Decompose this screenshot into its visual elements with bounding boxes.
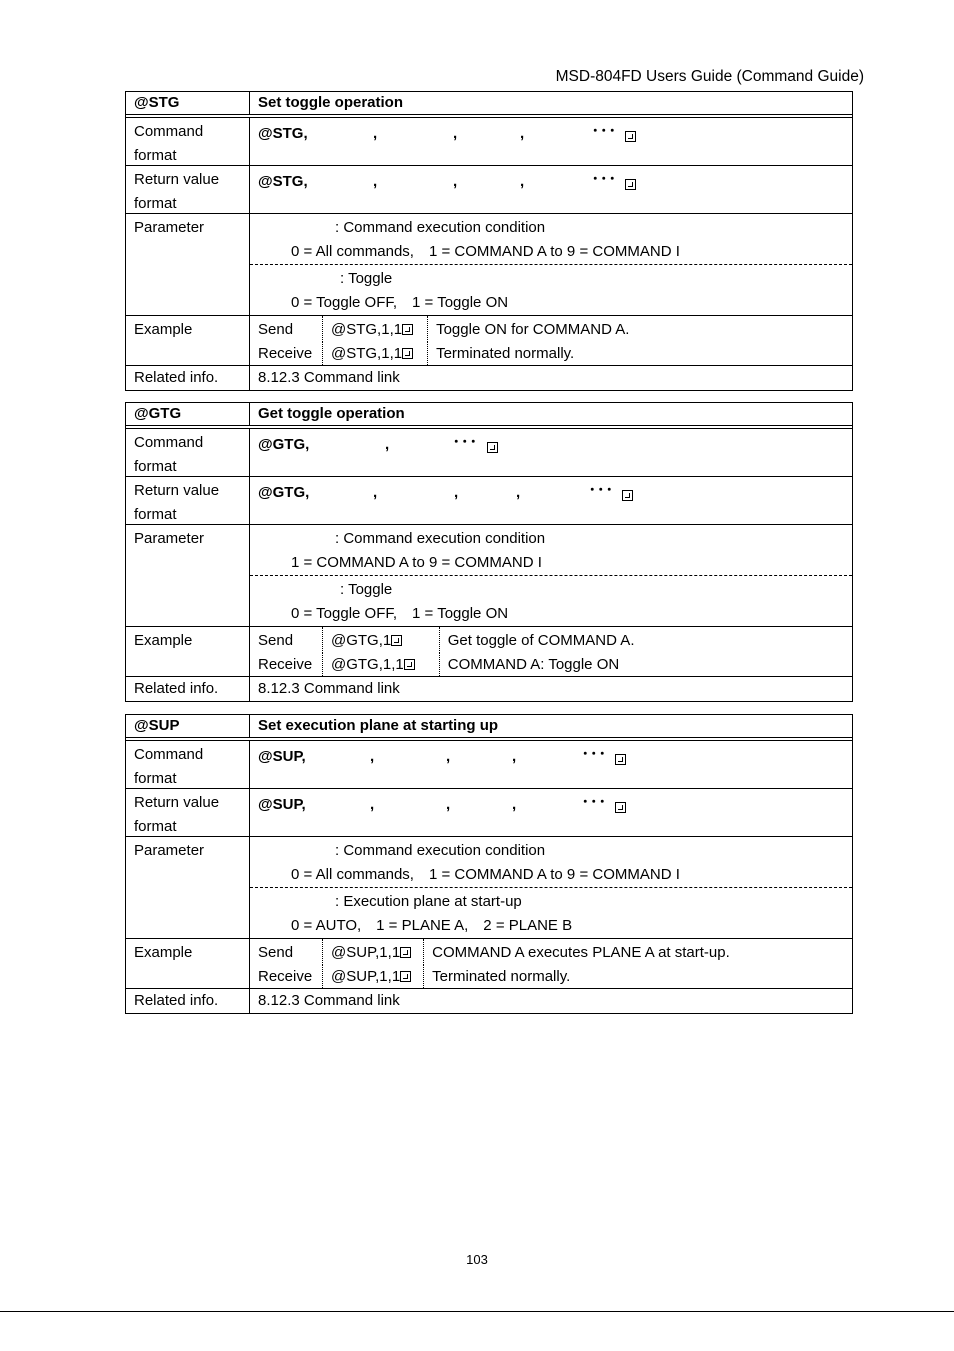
command-format <box>250 741 852 788</box>
parameter-list <box>250 214 852 315</box>
command-format <box>250 429 852 476</box>
command-format-label: Command format <box>126 429 250 476</box>
parameter-values: 0 = AUTO, 1 = PLANE A, 2 = PLANE B <box>291 916 573 934</box>
format-ellipsis: ･･･ <box>589 482 615 497</box>
return-format-row <box>126 165 852 213</box>
enter-icon <box>487 436 498 460</box>
parameter-description: : Toggle <box>340 270 393 287</box>
document-header-title: MSD-804FD Users Guide (Command Guide) <box>555 68 864 85</box>
example-table <box>250 939 852 988</box>
related-row <box>126 676 852 701</box>
format-separator: , <box>373 484 378 501</box>
return-format-label: Return value format <box>126 477 250 524</box>
parameter-item <box>250 525 852 575</box>
enter-icon <box>402 324 413 335</box>
format-ellipsis: ･･･ <box>592 171 618 186</box>
example-table <box>250 627 852 676</box>
command-table-sup <box>125 714 853 1014</box>
enter-icon <box>400 971 411 982</box>
format-separator: , <box>446 796 451 813</box>
format-ellipsis: ･･･ <box>582 746 608 761</box>
format-command-token: @GTG, <box>258 484 310 501</box>
example-note: COMMAND A: Toggle ON <box>439 653 852 677</box>
example-command: @SUP,1,1 <box>322 965 423 989</box>
format-separator: , <box>516 484 521 501</box>
parameter-description: : Command execution condition <box>335 219 546 236</box>
enter-icon <box>625 125 636 149</box>
example-note: Get toggle of COMMAND A. <box>439 627 852 653</box>
format-separator: , <box>453 125 458 142</box>
format-separator: , <box>520 173 525 190</box>
enter-icon <box>615 748 626 772</box>
enter-icon <box>400 947 411 958</box>
example-note: Toggle ON for COMMAND A. <box>427 316 852 342</box>
parameter-values: 1 = COMMAND A to 9 = COMMAND I <box>291 553 542 571</box>
parameter-values: 0 = Toggle OFF, 1 = Toggle ON <box>291 293 509 311</box>
command-format-label: Command format <box>126 118 250 165</box>
enter-icon <box>622 484 633 508</box>
example-command: @SUP,1,1 <box>322 939 423 965</box>
related-label: Related info. <box>126 677 250 701</box>
enter-icon <box>402 348 413 359</box>
example-direction: Send <box>258 632 294 649</box>
footer-divider <box>0 1311 954 1312</box>
parameter-row <box>126 213 852 315</box>
parameter-values: 0 = All commands, 1 = COMMAND A to 9 = COMMAND I <box>291 242 680 260</box>
example-row <box>126 315 852 365</box>
format-command-token: @STG, <box>258 173 308 190</box>
example-command: @STG,1,1 <box>322 342 427 366</box>
command-description: Set execution plane at starting up <box>258 717 499 734</box>
parameter-item <box>250 575 852 626</box>
related-label: Related info. <box>126 366 250 390</box>
command-description: Get toggle operation <box>258 405 405 422</box>
table-title-row <box>126 92 852 115</box>
format-separator: , <box>520 125 525 142</box>
related-label: Related info. <box>126 989 250 1013</box>
format-command-token: @SUP, <box>258 748 306 765</box>
return-format-row <box>126 476 852 524</box>
format-separator: , <box>512 748 517 765</box>
example-note: Terminated normally. <box>423 965 852 989</box>
command-format-row <box>126 428 852 476</box>
command-format <box>250 118 852 165</box>
command-description: Set toggle operation <box>258 94 404 111</box>
command-format-row <box>126 740 852 788</box>
parameter-label: Parameter <box>126 525 250 626</box>
example-direction: Receive <box>258 344 313 362</box>
command-table-gtg <box>125 402 853 702</box>
command-name: @STG <box>126 92 250 114</box>
example-note: Terminated normally. <box>427 342 852 366</box>
parameter-row <box>126 836 852 938</box>
parameter-description: : Toggle <box>340 581 393 598</box>
format-separator: , <box>373 125 378 142</box>
format-separator: , <box>453 173 458 190</box>
format-ellipsis: ･･･ <box>453 434 479 449</box>
parameter-description: : Execution plane at start-up <box>335 893 522 910</box>
table-title-row <box>126 715 852 738</box>
page-number: 103 <box>466 1252 488 1267</box>
parameter-values: 0 = Toggle OFF, 1 = Toggle ON <box>291 604 509 622</box>
parameter-label: Parameter <box>126 214 250 315</box>
format-separator: , <box>385 436 390 453</box>
enter-icon <box>615 796 626 820</box>
parameter-values: 0 = All commands, 1 = COMMAND A to 9 = COMMAND I <box>291 865 680 883</box>
return-format <box>250 166 852 213</box>
return-format-row <box>126 788 852 836</box>
parameter-item <box>250 837 852 887</box>
parameter-description: : Command execution condition <box>335 842 546 859</box>
example-direction: Receive <box>258 967 313 985</box>
enter-icon <box>404 659 415 670</box>
example-command: @STG,1,1 <box>322 316 427 342</box>
example-table <box>250 316 852 365</box>
enter-icon <box>625 173 636 197</box>
format-command-token: @SUP, <box>258 796 306 813</box>
parameter-item <box>250 887 852 938</box>
related-row <box>126 988 852 1013</box>
format-separator: , <box>446 748 451 765</box>
format-separator: , <box>370 796 375 813</box>
parameter-list <box>250 525 852 626</box>
table-title-row <box>126 403 852 426</box>
parameter-label: Parameter <box>126 837 250 938</box>
related-info: 8.12.3 Command link <box>258 680 400 697</box>
format-ellipsis: ･･･ <box>582 794 608 809</box>
example-command: @GTG,1,1 <box>322 653 439 677</box>
parameter-item <box>250 264 852 315</box>
format-ellipsis: ･･･ <box>592 123 618 138</box>
enter-icon <box>391 635 402 646</box>
parameter-row <box>126 524 852 626</box>
format-command-token: @GTG, <box>258 436 310 453</box>
command-table-stg <box>125 91 853 391</box>
example-direction: Send <box>258 321 294 338</box>
example-label: Example <box>126 316 250 365</box>
command-name: @SUP <box>126 715 250 737</box>
command-name: @GTG <box>126 403 250 425</box>
parameter-description: : Command execution condition <box>335 530 546 547</box>
format-separator: , <box>373 173 378 190</box>
related-info: 8.12.3 Command link <box>258 369 400 386</box>
parameter-list <box>250 837 852 938</box>
return-format-label: Return value format <box>126 789 250 836</box>
format-separator: , <box>370 748 375 765</box>
return-format <box>250 477 852 524</box>
related-row <box>126 365 852 390</box>
example-direction: Receive <box>258 655 313 673</box>
example-command: @GTG,1 <box>322 627 439 653</box>
example-label: Example <box>126 627 250 676</box>
example-note: COMMAND A executes PLANE A at start-up. <box>423 939 852 965</box>
related-info: 8.12.3 Command link <box>258 992 400 1009</box>
return-format <box>250 789 852 836</box>
return-format-label: Return value format <box>126 166 250 213</box>
example-label: Example <box>126 939 250 988</box>
command-format-label: Command format <box>126 741 250 788</box>
format-separator: , <box>454 484 459 501</box>
command-format-row <box>126 117 852 165</box>
example-row <box>126 626 852 676</box>
example-row <box>126 938 852 988</box>
format-separator: , <box>512 796 517 813</box>
format-command-token: @STG, <box>258 125 308 142</box>
parameter-item <box>250 214 852 264</box>
example-direction: Send <box>258 944 294 961</box>
